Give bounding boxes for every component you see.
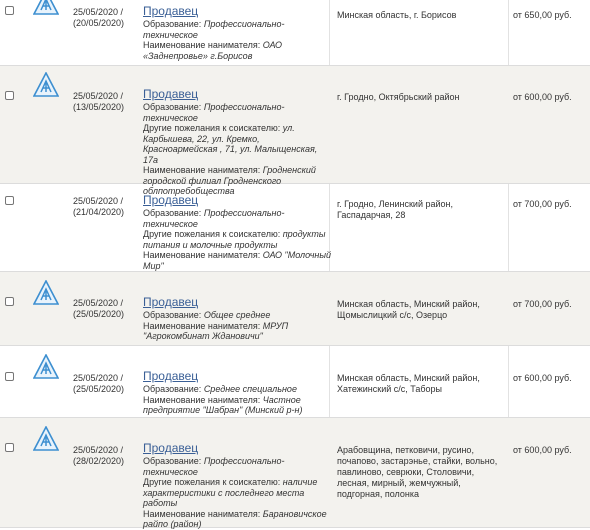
vacancy-address: г. Гродно, Октябрьский район [337, 92, 460, 102]
wishes-field: Другие пожелания к соискателю: наличие характеристики с последнего места работы [143, 477, 318, 508]
employer-field: Наименование нанимателя: ОАО "Молочный Мир" [143, 250, 331, 271]
created-date: (25/05/2020) [73, 384, 125, 394]
employer-field: Наименование нанимателя: Барановичское райпо (район) [143, 508, 327, 529]
education-field: Образование: Профессионально-техническое [143, 102, 285, 123]
created-date: (20/05/2020) [73, 18, 125, 28]
vacancy-title-link[interactable]: Продавец [143, 441, 199, 455]
row-checkbox[interactable] [5, 6, 14, 15]
publish-date: 25/05/2020 / [73, 7, 124, 17]
publish-date: 25/05/2020 / [73, 445, 124, 455]
employer-field: Наименование нанимателя: МРУП "Агрокомбинат Ждановичи" [143, 320, 289, 341]
vacancy-details [143, 296, 333, 342]
posting-dates [73, 298, 129, 320]
row-checkbox[interactable] [5, 196, 14, 205]
publish-date: 25/05/2020 / [73, 373, 124, 383]
created-date: (25/05/2020) [73, 309, 125, 319]
employer-field: Наименование нанимателя: Частное предприятие "Шабран" (Минский р-н) [143, 394, 303, 415]
posting-dates [73, 7, 129, 29]
vacancy-address: Минская область, Минский район, Щомыслицкий с/с, Озерцо [337, 299, 480, 320]
created-date: (28/02/2020) [73, 456, 125, 466]
row-checkbox[interactable] [5, 443, 14, 452]
vacancy-address: Минская область, г. Борисов [337, 10, 457, 20]
trade-union-triangle-logo-icon [33, 280, 59, 306]
trade-union-triangle-logo-icon [33, 426, 59, 452]
education-field: Образование: Среднее специальное [143, 384, 297, 394]
table-row [0, 184, 590, 272]
table-row [0, 272, 590, 346]
table-row [0, 418, 590, 528]
vacancy-title-link[interactable]: Продавец [143, 193, 199, 207]
row-checkbox[interactable] [5, 91, 14, 100]
vacancy-address: Минская область, Минский район, Хатежинский с/с, Таборы [337, 373, 480, 394]
table-row [0, 0, 590, 66]
posting-dates [73, 196, 129, 218]
trade-union-triangle-logo-icon [33, 354, 59, 380]
created-date: (21/04/2020) [73, 207, 125, 217]
vacancy-salary: от 600,00 руб. [513, 92, 572, 102]
vacancy-address: г. Гродно, Ленинский район, Гаспадарчая, 28 [337, 199, 453, 220]
wishes-field: Другие пожелания к соискателю: ул. Карбышева, 22, ул. Кремко, Красноармейская , 71, ул. Малыщенская, 17а [143, 123, 318, 165]
vacancy-address: Арабовщина, петковичи, русино, почапово, застарэнье, стайки, вольно, павлиново, севрюки, Столовичи, лесная, мирный, жемчужный, подгорная, полонка [337, 445, 498, 499]
vacancy-details [143, 370, 333, 416]
vacancy-details [143, 442, 333, 530]
education-field: Образование: Профессионально-техническое [143, 208, 285, 229]
posting-dates [73, 445, 129, 467]
education-field: Образование: Профессионально-техническое [143, 19, 285, 40]
vacancy-title-link[interactable]: Продавец [143, 369, 199, 383]
publish-date: 25/05/2020 / [73, 91, 124, 101]
table-row [0, 66, 590, 196]
vacancy-details [143, 194, 333, 271]
publish-date: 25/05/2020 / [73, 298, 124, 308]
trade-union-triangle-logo-icon [33, 0, 59, 16]
education-field: Образование: Профессионально-техническое [143, 456, 285, 477]
vacancy-title-link[interactable]: Продавец [143, 295, 199, 309]
row-checkbox[interactable] [5, 372, 14, 381]
vacancy-details [143, 88, 333, 197]
vacancy-details [143, 5, 333, 61]
row-checkbox[interactable] [5, 297, 14, 306]
vacancy-salary: от 650,00 руб. [513, 10, 572, 20]
table-row [0, 346, 590, 418]
posting-dates [73, 91, 129, 113]
trade-union-triangle-logo-icon [33, 72, 59, 98]
vacancy-salary: от 700,00 руб. [513, 299, 572, 309]
posting-dates [73, 373, 129, 395]
publish-date: 25/05/2020 / [73, 196, 124, 206]
created-date: (13/05/2020) [73, 102, 125, 112]
wishes-field: Другие пожелания к соискателю: продукты питания и молочные продукты [143, 229, 326, 250]
employer-field: Наименование нанимателя: ОАО «Заднепровье» г.Борисов [143, 40, 283, 61]
vacancy-salary: от 600,00 руб. [513, 445, 572, 455]
employer-field: Наименование нанимателя: Гродненский городской филиал Гродненского облпотребобщества [143, 165, 316, 196]
vacancy-salary: от 700,00 руб. [513, 199, 572, 209]
vacancy-salary: от 600,00 руб. [513, 373, 572, 383]
vacancy-title-link[interactable]: Продавец [143, 87, 199, 101]
education-field: Образование: Общее среднее [143, 310, 271, 320]
vacancy-title-link[interactable]: Продавец [143, 4, 199, 18]
